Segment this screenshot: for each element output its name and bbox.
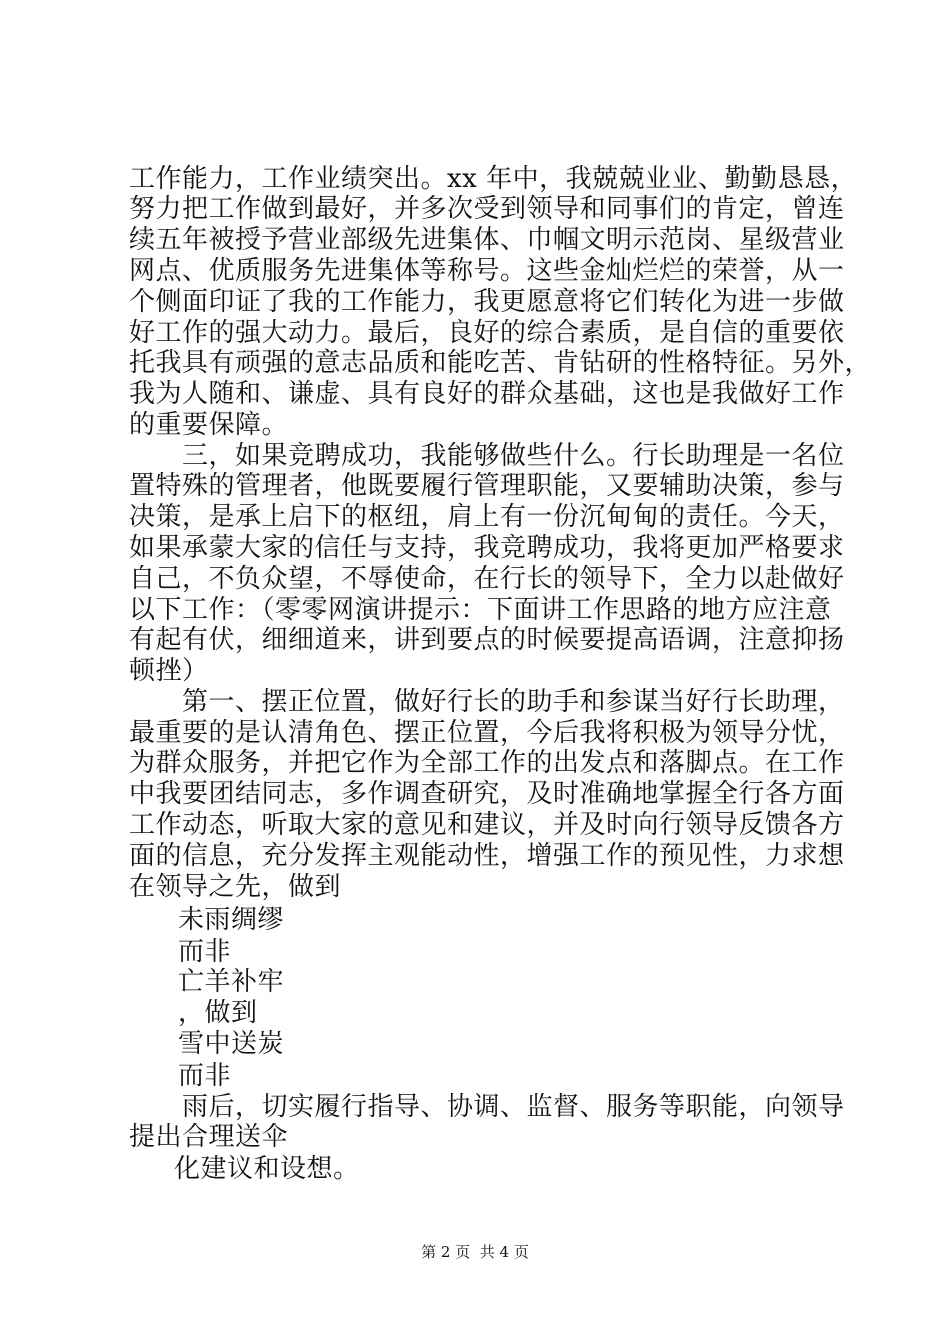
text-line: 如果承蒙大家的信任与支持，我竞聘成功，我将更加严格要求 (129, 533, 845, 563)
text-line: 亡羊补牢 (178, 967, 285, 997)
text-line: 在领导之先，做到 (129, 872, 342, 902)
text-line: 续五年被授予营业部级先进集体、巾帼文明示范岗、星级营业 (129, 225, 845, 255)
text-line: 而非 (178, 937, 232, 967)
text-line: 提出合理送伞 (129, 1122, 289, 1152)
paragraph-start-line: 第一、摆正位置，做好行长的助手和参谋当好行长助理， (182, 687, 845, 717)
text-line: 自己，不负众望，不辱使命，在行长的领导下，全力以赴做好 (129, 564, 845, 594)
text-line: 我为人随和、谦虚、具有良好的群众基础，这也是我做好工作 (129, 379, 845, 409)
text-line: 的重要保障。 (129, 410, 289, 440)
paragraph-start-line: 三，如果竞聘成功，我能够做些什么。行长助理是一名位 (182, 441, 845, 471)
text-line: 雪中送炭 (178, 1029, 285, 1059)
text-line: 个侧面印证了我的工作能力，我更愿意将它们转化为进一步做 (129, 287, 845, 317)
text-line: 努力把工作做到最好，并多次受到领导和同事们的肯定，曾连 (129, 194, 845, 224)
text-line: 工作动态，听取大家的意见和建议，并及时向行领导反馈各方 (129, 810, 845, 840)
text-line: 最重要的是认清角色、摆正位置，今后我将积极为领导分忧， (129, 718, 845, 748)
text-line: 工作能力，工作业绩突出。xx 年中，我兢兢业业、勤勤恳恳， (129, 164, 858, 194)
text-line: 以下工作：（零零网演讲提示：下面讲工作思路的地方应注意 (129, 595, 832, 625)
page-number-footer: 第 2 页 共 4 页 (421, 1243, 529, 1261)
text-line: 有起有伏，细细道来，讲到要点的时候要提高语调，注意抑扬 (129, 625, 845, 655)
text-line: 顿挫） (129, 656, 209, 686)
text-line: 好工作的强大动力。最后，良好的综合素质，是自信的重要依 (129, 318, 845, 348)
text-line: ，做到 (178, 998, 258, 1028)
text-line: 决策，是承上启下的枢纽，肩上有一份沉甸甸的责任。今天， (129, 502, 845, 532)
text-line: 雨后，切实履行指导、协调、监督、服务等职能，向领导 (182, 1092, 845, 1122)
text-line: 置特殊的管理者，他既要履行管理职能，又要辅助决策，参与 (129, 471, 845, 501)
text-line: 为群众服务，并把它作为全部工作的出发点和落脚点。在工作 (129, 748, 845, 778)
text-line: 中我要团结同志，多作调查研究，及时准确地掌握全行各方面 (129, 779, 845, 809)
text-line: 网点、优质服务先进集体等称号。这些金灿烂烂的荣誉，从一 (129, 256, 845, 286)
text-line: 未雨绸缪 (178, 905, 285, 935)
text-line: 化建议和设想。 (174, 1154, 360, 1184)
text-line: 托我具有顽强的意志品质和能吃苦、肯钻研的性格特征。另外， (129, 348, 872, 378)
text-line: 面的信息，充分发挥主观能动性，增强工作的预见性，力求想 (129, 841, 845, 871)
text-line: 而非 (178, 1061, 232, 1091)
